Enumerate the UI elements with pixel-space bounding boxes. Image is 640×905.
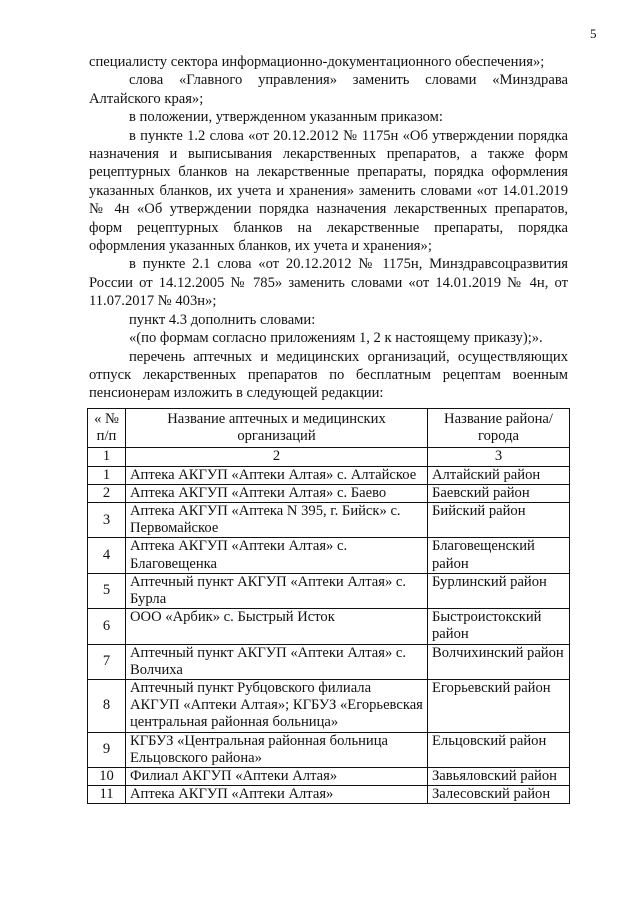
header-organization: Название аптечных и медицинских организаций [126, 409, 428, 448]
table-row [88, 609, 570, 644]
table-row [88, 466, 570, 484]
row-number: 4 [88, 538, 126, 573]
paragraph: в пункте 2.1 слова «от 20.12.2012 № 1175н, Минздравсоцразвития России от 14.12.2005 № 785» заменить словами «от 14.01.2019 № 4н, от 11.07.2017 № 403н»; [89, 256, 568, 310]
district-name: Бийский район [428, 503, 570, 538]
row-number: 5 [88, 573, 126, 608]
organization-name: Аптека АКГУП «Аптека N 395, г. Бийск» с. Первомайское [126, 503, 428, 538]
table-row [88, 573, 570, 608]
table-header-row [88, 409, 570, 448]
district-name: Ельцовский район [428, 732, 570, 767]
paragraph: специалисту сектора информационно-документационного обеспечения»; [89, 54, 545, 70]
paragraph: в положении, утвержденном указанным приказом: [129, 109, 443, 126]
paragraph: «(по формам согласно приложениям 1, 2 к настоящему приказу);». [129, 330, 543, 347]
row-number: 1 [88, 466, 126, 484]
organization-name: КГБУЗ «Центральная районная больница Ельцовского района» [126, 732, 428, 767]
column-number: 2 [126, 448, 428, 466]
organization-name: Аптека АКГУП «Аптеки Алтая» с. Баево [126, 484, 428, 502]
table-row [88, 538, 570, 573]
row-number: 7 [88, 644, 126, 679]
document-body [89, 53, 568, 403]
table-row [88, 680, 570, 733]
organizations-table [87, 408, 570, 804]
table-row [88, 768, 570, 786]
organization-name: Филиал АКГУП «Аптеки Алтая» [126, 768, 428, 786]
table-row [88, 644, 570, 679]
organization-name: Аптечный пункт АКГУП «Аптеки Алтая» с. Бурла [126, 573, 428, 608]
column-number: 1 [88, 448, 126, 466]
table-row [88, 484, 570, 502]
district-name: Быстроистокский район [428, 609, 570, 644]
row-number: 11 [88, 786, 126, 804]
column-number: 3 [428, 448, 570, 466]
organization-name: Аптечный пункт АКГУП «Аптеки Алтая» с. Волчиха [126, 644, 428, 679]
table-row [88, 786, 570, 804]
page-number: 5 [590, 26, 597, 41]
header-district: Название района/города [428, 409, 570, 448]
row-number: 8 [88, 680, 126, 733]
organization-name: Аптека АКГУП «Аптеки Алтая» с. Алтайское [126, 466, 428, 484]
district-name: Бурлинский район [428, 573, 570, 608]
table-row [88, 732, 570, 767]
district-name: Завьяловский район [428, 768, 570, 786]
table-row [88, 503, 570, 538]
district-name: Баевский район [428, 484, 570, 502]
row-number: 3 [88, 503, 126, 538]
row-number: 6 [88, 609, 126, 644]
header-number: « № п/п [88, 409, 126, 448]
row-number: 9 [88, 732, 126, 767]
row-number: 10 [88, 768, 126, 786]
district-name: Волчихинский район [428, 644, 570, 679]
column-number-row [88, 448, 570, 466]
district-name: Алтайский район [428, 466, 570, 484]
paragraph: слова «Главного управления» заменить словами «Минздрава Алтайского края»; [89, 72, 568, 107]
district-name: Благовещенский район [428, 538, 570, 573]
organization-name: Аптечный пункт Рубцовского филиала АКГУП «Аптеки Алтая»; КГБУЗ «Егорьевская центральная районная больница» [126, 680, 428, 733]
district-name: Егорьевский район [428, 680, 570, 733]
row-number: 2 [88, 484, 126, 502]
paragraph: перечень аптечных и медицинских организаций, осуществляющих отпуск лекарственных препаратов по бесплатным рецептам военным пенсионерам изложить в следующей редакции: [89, 348, 568, 402]
organization-name: Аптека АКГУП «Аптеки Алтая» [126, 786, 428, 804]
paragraph: в пункте 1.2 слова «от 20.12.2012 № 1175н «Об утверждении порядка назначения и выписывания лекарственных препаратов, а также форм рецептурных бланков на лекарственные препараты, порядка оформления указанных бланков, их учета и хранения» заменить словами «от 14.01.2019 № 4н «Об утверждении порядка назначения лекарственных препаратов, форм рецептурных бланков на лекарственные препараты, порядка оформления указанных бланков, их учета и хранения»; [89, 127, 568, 255]
organization-name: Аптека АКГУП «Аптеки Алтая» с. Благовещенка [126, 538, 428, 573]
paragraph: пункт 4.3 дополнить словами: [129, 311, 316, 328]
district-name: Залесовский район [428, 786, 570, 804]
organization-name: ООО «Арбик» с. Быстрый Исток [126, 609, 428, 644]
